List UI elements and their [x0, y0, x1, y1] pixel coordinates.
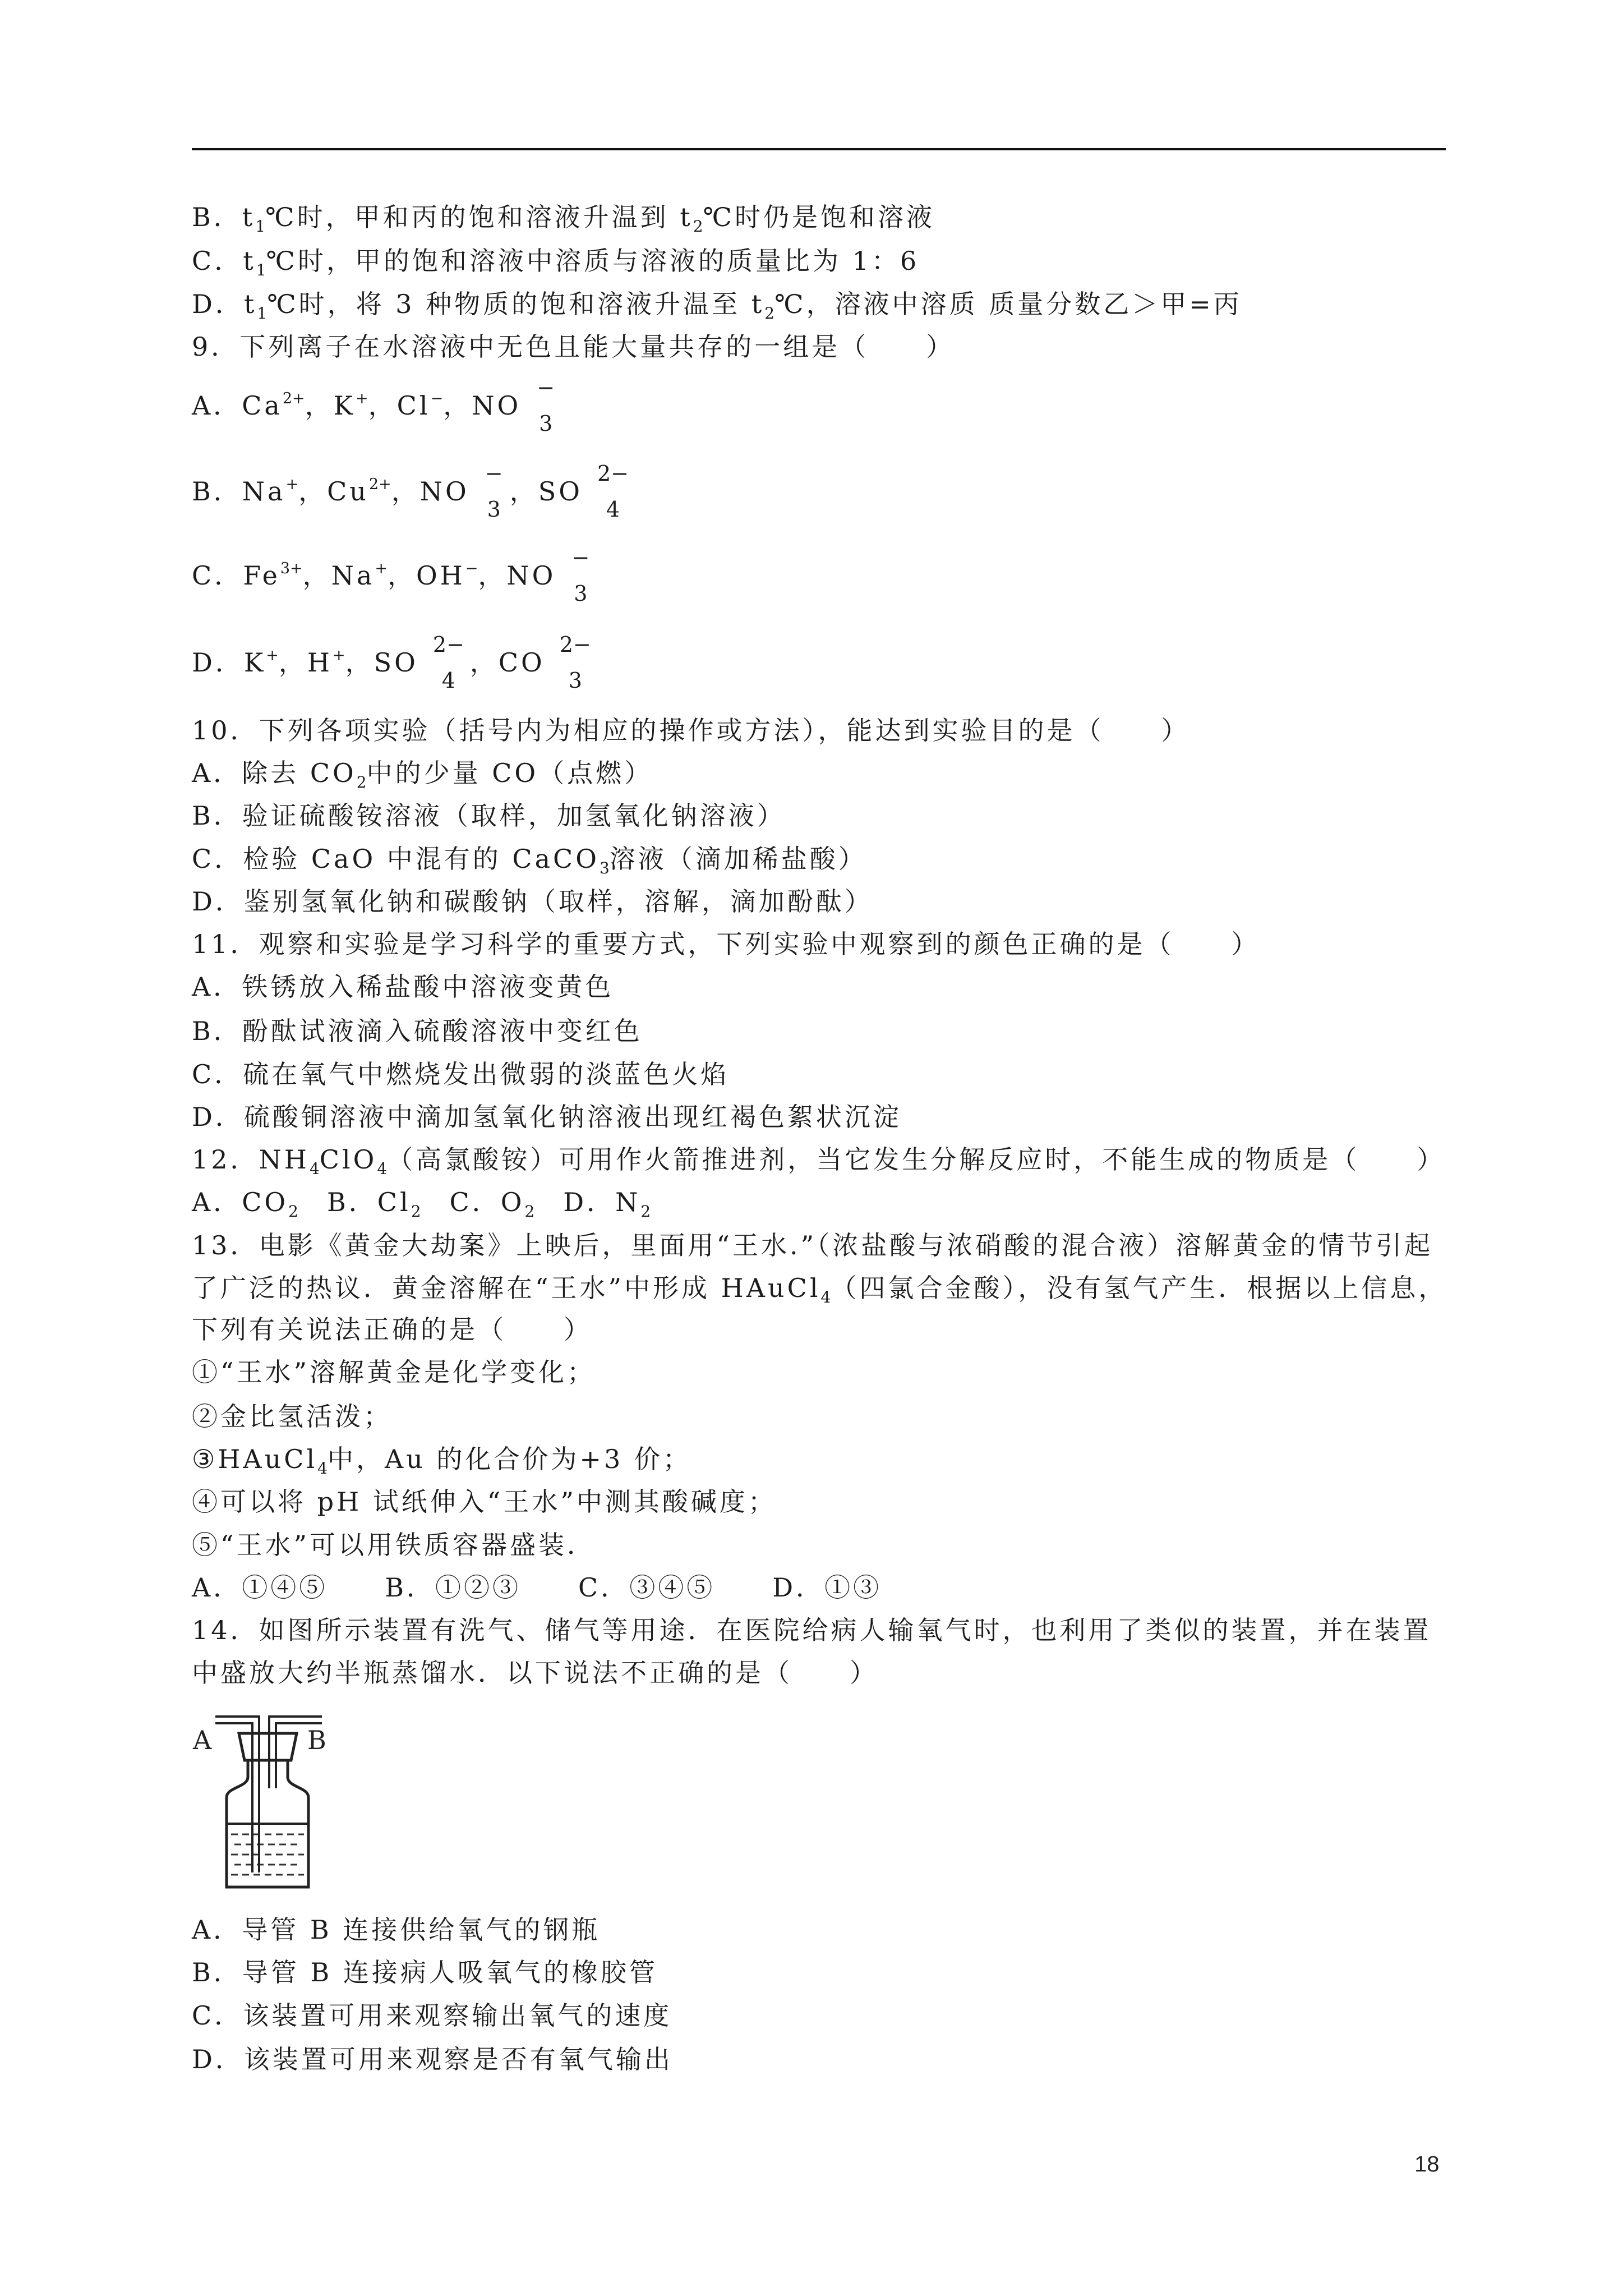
text-run: （四氯合金酸），没有氢气产生．根据以上信息，	[831, 1273, 1447, 1303]
gas-washing-bottle-drawing	[192, 1709, 332, 1892]
text-run: 中的少量 CO（点燃）	[366, 758, 653, 788]
text-run: A．除去 CO	[192, 758, 357, 788]
ion-charge: 2−	[432, 632, 464, 657]
ion-subscript: 3	[574, 581, 588, 606]
superscript: +	[333, 647, 345, 664]
text-run: ℃时仍是饱和溶液	[703, 202, 935, 232]
subscript: 2	[764, 304, 775, 323]
text-run: C．t	[192, 246, 256, 276]
question-8-option-d	[192, 287, 1242, 321]
subscript: 2	[356, 773, 367, 792]
superscript: +	[285, 476, 299, 493]
question-12-stem	[192, 1143, 1445, 1176]
question-9-stem: 9．下列离子在水溶液中无色且能大量共存的一组是（ ）	[192, 332, 955, 362]
ion-notation-stack	[597, 461, 629, 522]
ion-notation-stack	[484, 461, 504, 522]
question-14-option-d: D．该装置可用来观察是否有氧气输出	[192, 2044, 673, 2074]
text-run: ℃时，将 3 种物质的饱和溶液升温至 t	[267, 289, 765, 319]
question-11-option-c: C．硫在氧气中燃烧发出微弱的淡蓝色火焰	[192, 1059, 730, 1089]
ion-subscript: 4	[606, 497, 620, 522]
subscript: 1	[256, 261, 266, 279]
question-14-option-b: B．导管 B 连接病人吸氧气的橡胶管	[192, 1957, 658, 1987]
superscript: +	[375, 560, 388, 577]
superscript: 2+	[282, 390, 305, 407]
question-14-stem-line-2: 中盛放大约半瓶蒸馏水．以下说法不正确的是（ ）	[192, 1658, 878, 1688]
text-run: ，NO	[443, 390, 522, 421]
text-run: C．Fe	[192, 560, 280, 591]
question-10-option-d: D．鉴别氢氧化钠和碳酸钠（取样，溶解，滴加酚酞）	[192, 886, 873, 917]
text-run: 中，Au 的化合价为+3 价；	[327, 1444, 691, 1474]
question-11-stem: 11．观察和实验是学习科学的重要方式，下列实验中观察到的颜色正确的是（ ）	[192, 929, 1260, 959]
subscript: 4	[377, 1159, 388, 1178]
subscript: 3	[599, 859, 610, 877]
superscript: +	[266, 647, 279, 664]
ion-subscript: 3	[568, 668, 582, 693]
subscript: 4	[309, 1159, 320, 1178]
question-10-option-a	[192, 756, 653, 790]
text-run: ℃时，甲和丙的饱和溶液升温到 t	[265, 202, 693, 232]
subscript: 2	[288, 1202, 298, 1221]
text-run: ，CO	[469, 647, 545, 678]
subscript: 2	[411, 1202, 421, 1221]
question-13-stem-line-2	[192, 1271, 1447, 1305]
ion-subscript: 3	[539, 411, 553, 436]
text-run: ，K	[305, 390, 356, 421]
text-run: ，NO	[391, 476, 469, 507]
question-13-statement-5: ⑤“王水”可以用铁质容器盛装．	[192, 1530, 596, 1560]
text-run: A．CO	[192, 1187, 289, 1217]
text-run: ，Na	[302, 560, 375, 591]
superscript: +	[356, 390, 368, 407]
question-11-option-d: D．硫酸铜溶液中滴加氢氧化钠溶液出现红褐色絮状沉淀	[192, 1102, 902, 1132]
question-14-option-a: A．导管 B 连接供给氧气的钢瓶	[192, 1915, 601, 1945]
ion-charge: 2−	[597, 461, 629, 486]
ion-subscript: 3	[487, 497, 501, 522]
ion-charge: −	[485, 461, 503, 486]
text-run: 溶液（滴加稀盐酸）	[609, 844, 867, 874]
text-run: A．Ca	[192, 390, 283, 421]
text-run: D．K	[192, 647, 266, 678]
question-9-option-c	[192, 545, 596, 606]
question-11-option-a: A．铁锈放入稀盐酸中溶液变黄色	[192, 972, 614, 1002]
label-a: A	[193, 1725, 212, 1755]
text-run: （高氯酸铵）可用作火箭推进剂，当它发生分解反应时，不能生成的物质是（ ）	[387, 1144, 1446, 1175]
text-run: D．N	[534, 1187, 641, 1217]
subscript: 2	[640, 1202, 651, 1221]
subscript: 4	[820, 1288, 831, 1306]
text-run: ℃，溶液中溶质 质量分数乙＞甲=丙	[774, 289, 1242, 319]
question-13-stem-line-1: 13．电影《黄金大劫案》上映后，里面用“王水.”（浓盐酸与浓硝酸的混合液）溶解黄金的情节引起	[192, 1230, 1433, 1260]
text-run: B．Cl	[298, 1187, 411, 1217]
text-run: D．t	[192, 289, 257, 319]
subscript: 1	[255, 217, 266, 236]
superscript: −	[430, 390, 444, 407]
superscript: 3+	[280, 560, 303, 577]
gas-washing-bottle-figure	[192, 1709, 332, 1892]
text-run: ，SO	[345, 647, 418, 678]
text-run: ，SO	[509, 476, 583, 507]
ion-subscript: 4	[441, 668, 455, 693]
text-run: ℃时，甲的饱和溶液中溶质与溶液的质量比为 1：6	[266, 246, 920, 276]
text-run: ，Cu	[298, 476, 369, 507]
ion-notation-stack	[536, 375, 556, 436]
question-13-statement-3	[192, 1442, 691, 1476]
ion-notation-stack	[432, 632, 464, 693]
question-10-option-c	[192, 842, 867, 876]
tube-a-long	[215, 1717, 259, 1872]
question-14-option-c: C．该装置可用来观察输出氧气的速度	[192, 2000, 672, 2031]
question-14-stem-line-1: 14．如图所示装置有洗气、储气等用途．在医院给病人输氧气时，也利用了类似的装置，并在装置	[192, 1615, 1432, 1645]
question-13-stem-line-3: 下列有关说法正确的是（ ）	[192, 1314, 592, 1345]
subscript: 4	[317, 1459, 328, 1478]
label-b: B	[307, 1725, 326, 1755]
text-run: ClO	[319, 1144, 377, 1175]
ion-notation-stack	[570, 545, 591, 606]
subscript: 1	[257, 304, 268, 323]
header-rule	[192, 148, 1446, 150]
text-run: ③HAuCl	[192, 1444, 318, 1474]
question-13-statement-4: ④可以将 pH 试纸伸入“王水”中测其酸碱度；	[192, 1487, 777, 1517]
question-11-option-b: B．酚酞试液滴入硫酸溶液中变红色	[192, 1016, 643, 1046]
page-number: 18	[1414, 2152, 1440, 2177]
rubber-stopper	[239, 1733, 297, 1760]
question-8-option-b	[192, 200, 935, 234]
ion-charge: −	[571, 545, 590, 570]
text-run: ，Cl	[368, 390, 431, 421]
superscript: −	[465, 560, 478, 577]
water-hatching	[231, 1834, 304, 1875]
question-12-options	[192, 1185, 651, 1219]
subscript: 2	[693, 217, 703, 236]
ion-charge: −	[537, 375, 555, 400]
text-run: C．O	[421, 1187, 525, 1217]
text-run: ，OH	[387, 560, 465, 591]
text-run: B．Na	[192, 476, 286, 507]
question-13-options: A．①④⑤ B．①②③ C．③④⑤ D．①③	[192, 1572, 882, 1603]
question-9-option-b	[192, 461, 634, 522]
text-run: 12．NH	[192, 1144, 310, 1175]
question-9-option-d	[192, 632, 597, 693]
text-run: C．检验 CaO 中混有的 CaCO	[192, 844, 600, 874]
question-10-option-b: B．验证硫酸铵溶液（取样，加氢氧化钠溶液）	[192, 800, 786, 831]
text-run: 了广泛的热议．黄金溶解在“王水”中形成 HAuCl	[192, 1273, 821, 1303]
ion-charge: 2−	[559, 632, 591, 657]
text-run: B．t	[192, 202, 256, 232]
question-8-option-c	[192, 244, 919, 278]
subscript: 2	[524, 1202, 535, 1221]
question-9-option-a	[192, 375, 561, 436]
text-run: ，NO	[478, 560, 556, 591]
question-10-stem: 10．下列各项实验（括号内为相应的操作或方法），能达到实验目的是（ ）	[192, 715, 1190, 746]
ion-notation-stack	[559, 632, 591, 693]
question-13-statement-1: ①“王水”溶解黄金是化学变化；	[192, 1357, 596, 1387]
superscript: 2+	[368, 476, 391, 493]
text-run: ，H	[278, 647, 333, 678]
question-13-statement-2: ②金比氢活泼；	[192, 1401, 392, 1432]
